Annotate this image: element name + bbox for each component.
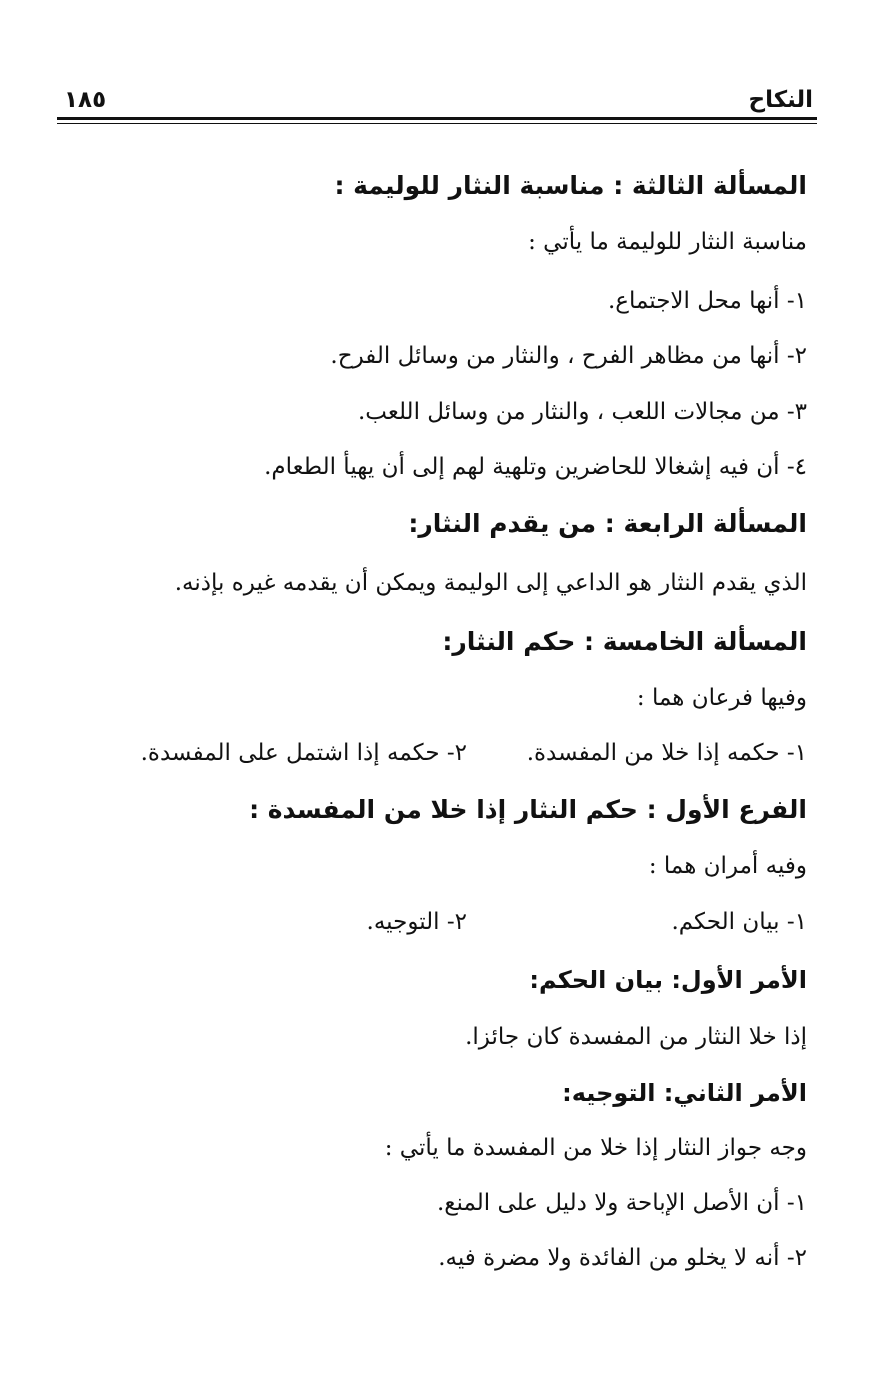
section-heading-4: المسألة الرابعة : من يقدم النثار: bbox=[408, 509, 807, 538]
list-item: ٢- حكمه إذا اشتمل على المفسدة. bbox=[140, 740, 467, 766]
list-item: ٣- من مجالات اللعب ، والنثار من وسائل اللعب. bbox=[357, 399, 807, 425]
paragraph-4: الذي يقدم النثار هو الداعي إلى الوليمة ويمكن أن يقدمه غيره بإذنه. bbox=[174, 570, 807, 596]
paragraph-intro-5: وفيها فرعان هما : bbox=[636, 685, 807, 711]
list-item: ٢- أنها من مظاهر الفرح ، والنثار من وسائل الفرح. bbox=[330, 343, 807, 369]
paragraph-intro-3: مناسبة النثار للوليمة ما يأتي : bbox=[528, 229, 807, 255]
two-column-list-branch bbox=[60, 902, 807, 942]
two-column-list-5 bbox=[60, 733, 807, 773]
paragraph-intro-matter-2: وجه جواز النثار إذا خلا من المفسدة ما يأتي : bbox=[384, 1135, 807, 1161]
page-number: ١٨٥ bbox=[64, 87, 107, 113]
header-rule-thick bbox=[57, 117, 817, 120]
section-heading-3: المسألة الثالثة : مناسبة النثار للوليمة : bbox=[334, 171, 807, 200]
paragraph-matter-1: إذا خلا النثار من المفسدة كان جائزا. bbox=[465, 1024, 807, 1050]
branch-heading-1: الفرع الأول : حكم النثار إذا خلا من المفسدة : bbox=[249, 795, 807, 824]
list-item: ٢- التوجيه. bbox=[366, 909, 467, 935]
list-item: ٢- أنه لا يخلو من الفائدة ولا مضرة فيه. bbox=[438, 1245, 807, 1271]
header-rule-thin bbox=[57, 123, 817, 124]
section-heading-5: المسألة الخامسة : حكم النثار: bbox=[442, 627, 807, 656]
list-item: ١- حكمه إذا خلا من المفسدة. bbox=[526, 740, 807, 766]
list-item: ١- أن الأصل الإباحة ولا دليل على المنع. bbox=[436, 1190, 807, 1216]
matter-heading-1: الأمر الأول: بيان الحكم: bbox=[529, 966, 807, 994]
matter-heading-2: الأمر الثاني: التوجيه: bbox=[562, 1079, 807, 1107]
list-item: ١- بيان الحكم. bbox=[671, 909, 807, 935]
paragraph-intro-branch: وفيه أمران هما : bbox=[648, 853, 807, 879]
list-item: ٤- أن فيه إشغالا للحاضرين وتلهية لهم إلى أن يهيأ الطعام. bbox=[264, 454, 807, 480]
list-item: ١- أنها محل الاجتماع. bbox=[607, 288, 807, 314]
running-header-title: النكاح bbox=[748, 87, 813, 113]
